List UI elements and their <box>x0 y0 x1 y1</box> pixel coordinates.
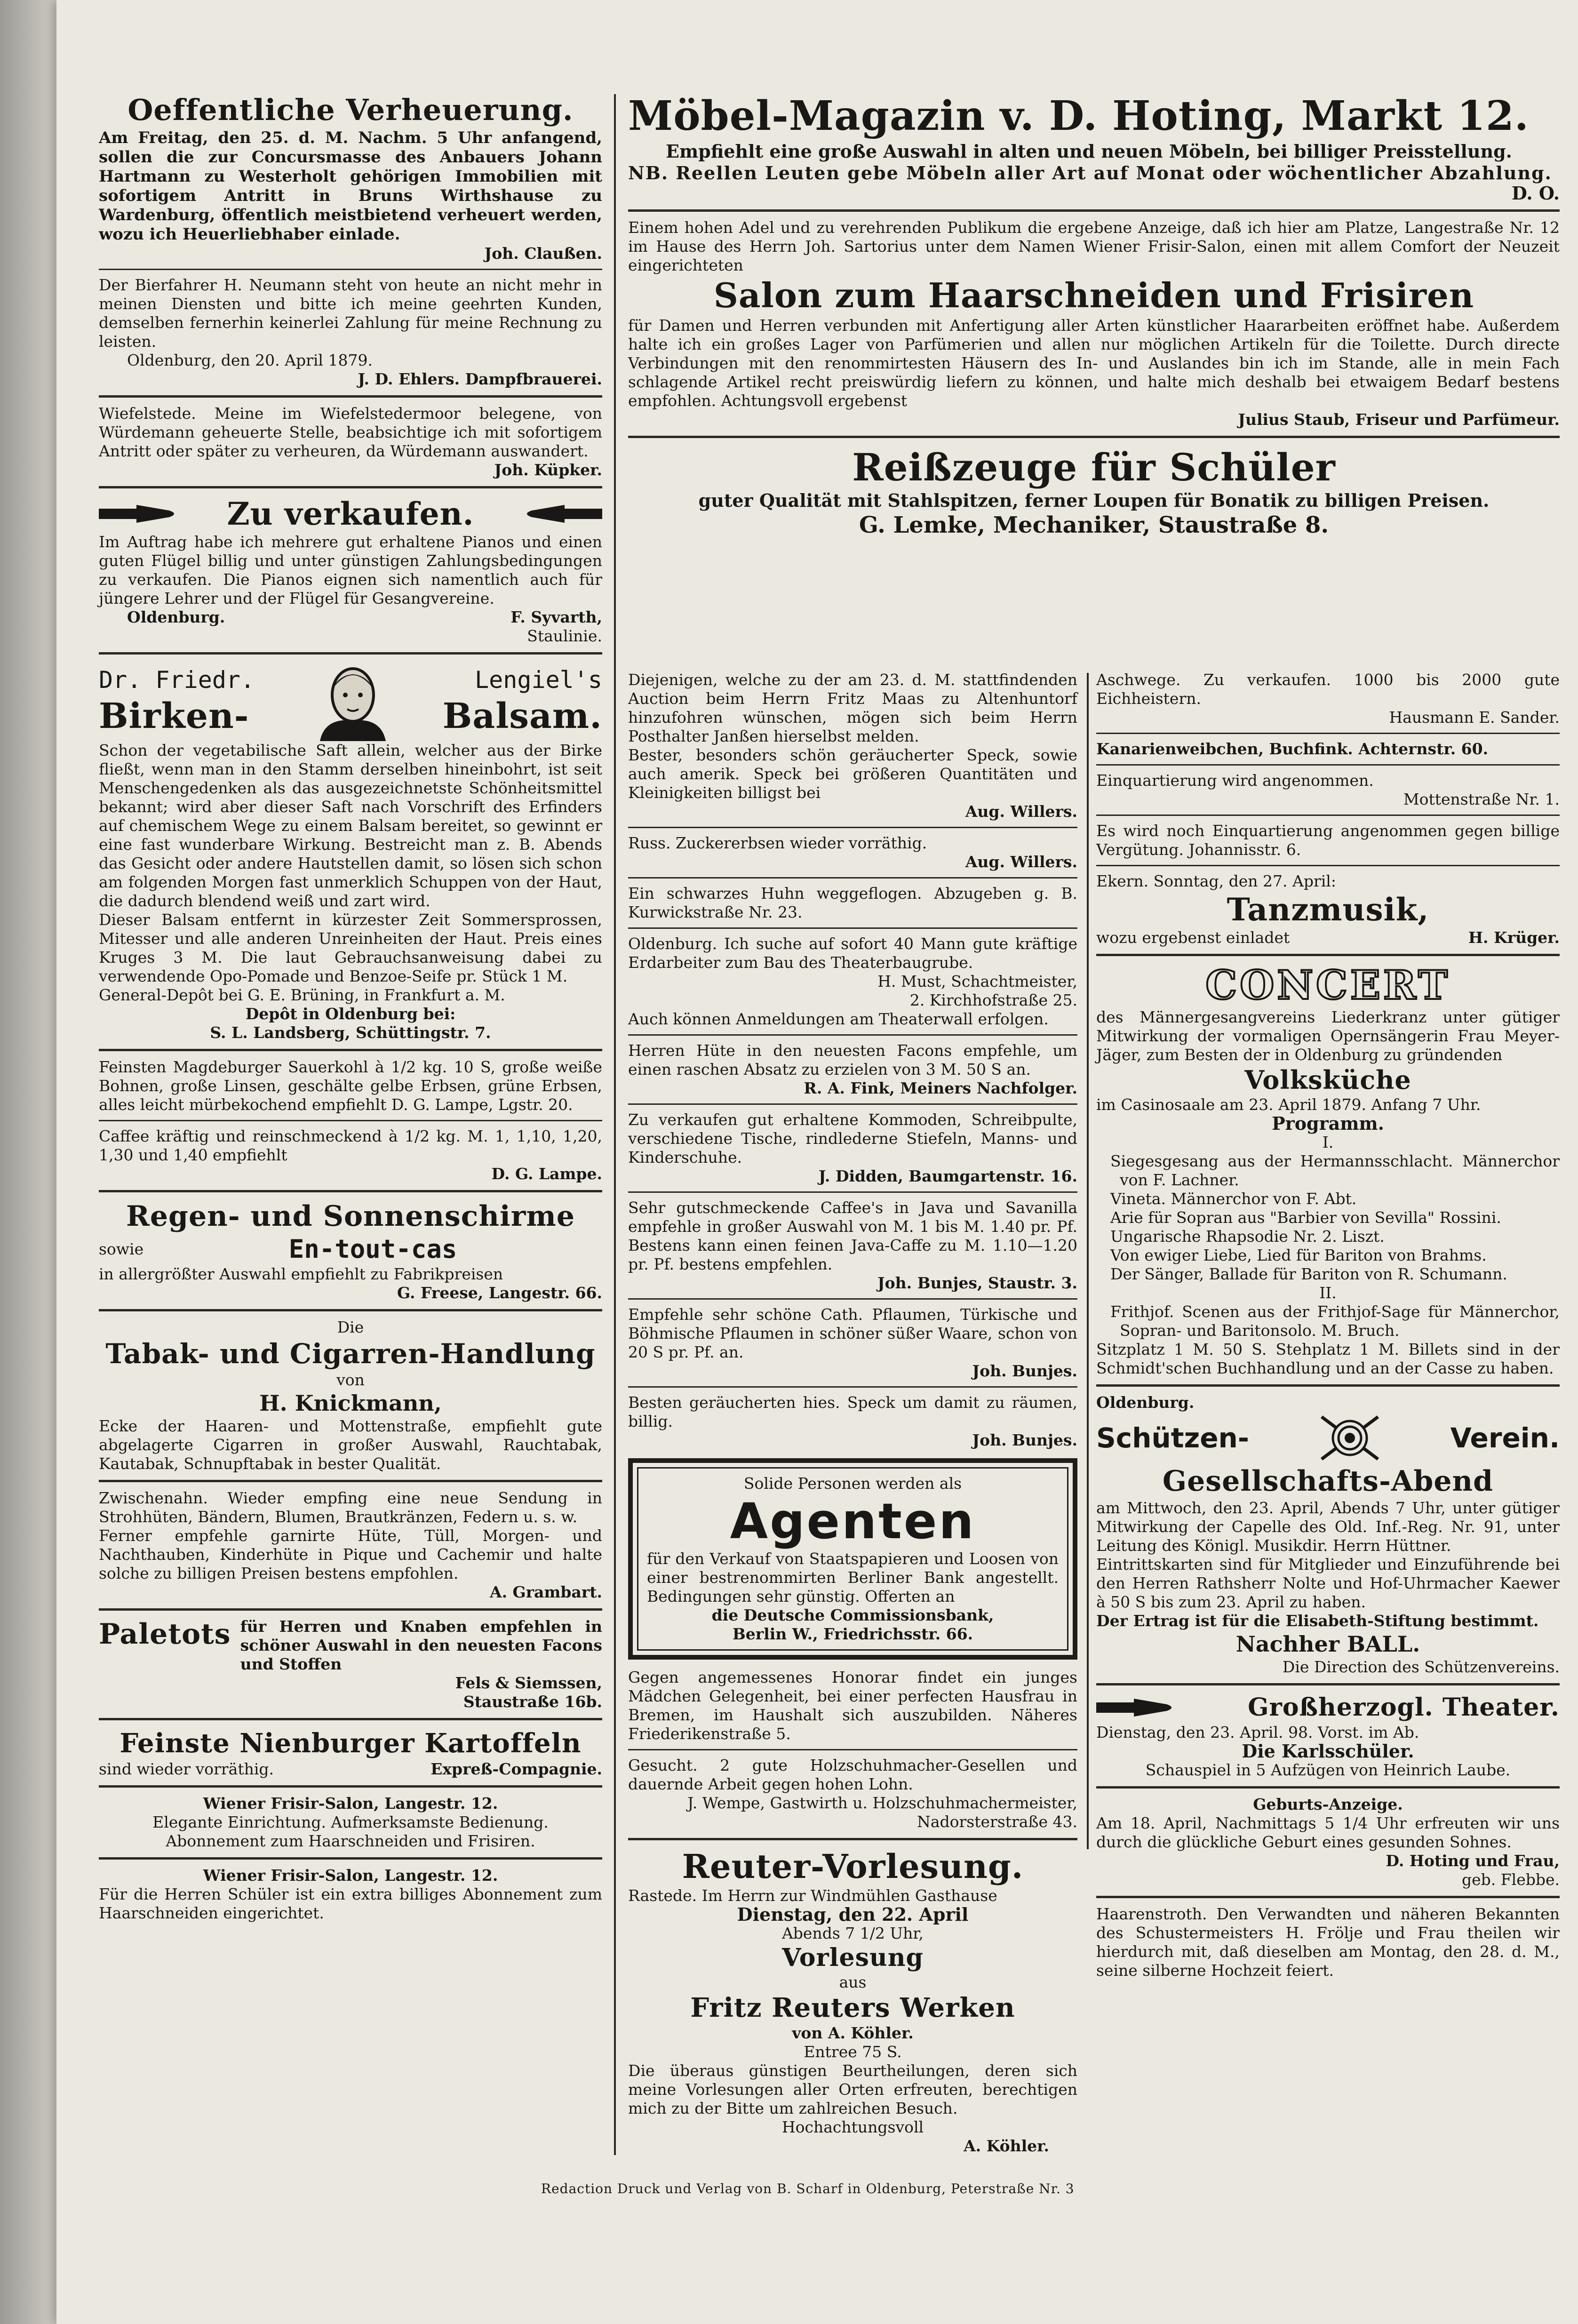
divider <box>99 1608 602 1611</box>
column-rule <box>614 94 616 2155</box>
pointing-hand-right-icon <box>99 503 179 525</box>
ad-subtitle: En-tout-cas <box>288 1234 457 1264</box>
ad-aus: aus <box>839 1973 867 1991</box>
divider <box>99 486 602 488</box>
ad-signature: J. D. Ehlers. Dampfbrauerei. <box>358 370 602 388</box>
ad-text: Schon der vegetabilische Saft allein, welcher aus der Birke fließt, wenn man in den Stamm derselben hineinbohrt, ist seit Menschengedenken als das ausgezeichnetste Schönheitsmittel bekannt; wird aber dieser Saft nach Vorschrift des Erfinders auf chemischem Wege zu einem Balsam bereitet, so gewinnt er eine fast wunderbare Wirkung. Bestreicht man z. B. Abends das Gesicht oder andere Hautstellen damit, so lösen sich schon am folgenden Morgen fast unmerklich Schuppen von der Haut, die dadurch blendend weiß und zart wird. <box>99 741 602 910</box>
ad-text: Zwischenahn. Wieder empfing eine neue Sendung in Strohhüten, Bändern, Blumen, Brautkränzen, Federn u. s. w. <box>99 1489 602 1526</box>
ad-time: Abends 7 1/2 Uhr, <box>781 1924 924 1942</box>
ad-holzschuh <box>628 1756 1077 1831</box>
divider <box>1096 1786 1560 1789</box>
program-item: Vineta. Männerchor von F. Abt. <box>1110 1190 1357 1208</box>
ad-geburt <box>1096 1795 1560 1889</box>
ad-line: Solide Personen werden als <box>743 1474 962 1493</box>
imprint-footer: Redaction Druck und Verlag von B. Scharf in Oldenburg, Peterstraße Nr. 3 <box>541 2181 1075 2196</box>
column-rule <box>1087 673 1089 1849</box>
ad-title-left: Birken- <box>99 696 249 736</box>
ad-text: Auch können Anmeldungen am Theaterwall erfolgen. <box>628 1010 1049 1028</box>
divider <box>1096 865 1560 866</box>
ad-text: Der Ertrag ist für die Elisabeth-Stiftung bestimmt. <box>1096 1612 1539 1630</box>
ad-text: am Mittwoch, den 23. April, Abends 7 Uhr, unter gütiger Mitwirkung der Capelle des Old. Inf.-Reg. Nr. 91, unter Leitung des Königl. Musikdir. Herrn Hüttner. <box>1096 1499 1560 1555</box>
divider <box>1096 815 1560 816</box>
divider <box>1096 1683 1560 1685</box>
woman-portrait-icon <box>311 661 395 741</box>
ad-kartoffeln <box>99 1727 602 1779</box>
divider <box>99 1785 602 1788</box>
ad-address: 2. Kirchhofstraße 25. <box>909 991 1077 1009</box>
ad-signature-line2: Staulinie. <box>527 627 602 645</box>
ad-signature: Joh. Küpker. <box>494 461 602 479</box>
ad-erdarbeiter <box>628 934 1077 1029</box>
ad-text: General-Depôt bei G. E. Brüning, in Frankfurt a. M. <box>99 986 505 1004</box>
ad-text: Gegen angemessenes Honorar findet ein junges Mädchen Gelegenheit, bei einer perfecten Hausfrau in Bremen, im Haushalt sich auszubilden. Näheres Friederikenstraße 5. <box>628 1668 1077 1743</box>
ad-nb: NB. Reellen Leuten gebe Möbeln aller Art auf Monat oder wöchentlicher Abzahlung. <box>628 162 1552 184</box>
divider <box>99 1309 602 1311</box>
column-right <box>1096 671 1560 1983</box>
ad-title: Geburts-Anzeige. <box>1253 1795 1403 1813</box>
ad-title: Großherzogl. Theater. <box>1248 1693 1560 1722</box>
divider <box>99 1857 602 1860</box>
ad-title: Salon zum Haarschneiden und Frisiren <box>713 275 1474 315</box>
program-item: Von ewiger Liebe, Lied für Bariton von Brahms. <box>1110 1246 1487 1264</box>
divider <box>1096 733 1560 734</box>
ad-speck <box>628 1393 1077 1450</box>
ad-schirme <box>99 1199 602 1302</box>
ad-title: Möbel-Magazin v. D. Hoting, Markt 12. <box>628 92 1529 140</box>
divider <box>99 269 602 270</box>
ad-werke: Fritz Reuters Werken <box>690 1992 1015 2023</box>
divider <box>628 436 1560 438</box>
ad-text: des Männergesangvereins Liederkranz unter gütiger Mitwirkung der vormaligen Opernsängerin Frau Meyer-Jäger, zum Besten der in Oldenburg zu gründenden <box>1096 1008 1560 1064</box>
ad-signature: J. Wempe, Gastwirth u. Holzschuhmachermeister, <box>687 1794 1077 1812</box>
ad-signature: R. A. Fink, Meiners Nachfolger. <box>804 1079 1077 1097</box>
program-item: Siegesgesang aus der Hermannsschlacht. Männerchor von F. Lachner. <box>1110 1152 1560 1189</box>
ad-frisir-salon-1 <box>99 1794 602 1851</box>
ad-part: I. <box>1322 1133 1334 1151</box>
ad-line: Elegante Einrichtung. Aufmerksamste Bedienung. <box>152 1813 549 1831</box>
ad-signature: G. Freese, Langestr. 66. <box>397 1284 602 1302</box>
ad-die: Die <box>337 1318 364 1336</box>
ad-place: Oldenburg. <box>1096 1393 1195 1412</box>
ad-pflaumen <box>628 1305 1077 1381</box>
ad-title: Oeffentliche Verheuerung. <box>128 93 574 127</box>
program-list-1 <box>1096 1152 1560 1284</box>
ad-vorlesung: Vorlesung <box>782 1943 924 1972</box>
ad-text: Besten geräucherten hies. Speck um damit zu räumen, billig. <box>628 1393 1077 1430</box>
ad-part: II. <box>1319 1284 1337 1302</box>
ad-text: Der Bierfahrer H. Neumann steht von heute an nicht mehr in meinen Diensten und bitte ich meine geehrten Kunden, demselben fernerhin keinerlei Zahlung für meine Rechnung zu leisten. <box>99 276 602 351</box>
ad-title: Tanzmusik, <box>1227 891 1429 928</box>
ad-signature: D. G. Lampe. <box>491 1165 602 1183</box>
divider <box>99 1190 602 1192</box>
ad-tanzmusik <box>1096 872 1560 947</box>
ad-caffees <box>628 1198 1077 1293</box>
ad-text: für Herren und Knaben empfehlen in schöner Auswahl in den neuesten Facons und Stoffen <box>240 1617 602 1673</box>
ad-text: Sehr gutschmeckende Caffee's in Java und Savanilla empfehle in großer Auswahl von M. 1 bis M. 1.40 pr. Pf. Bestens kann einen feinen Java-Caffe zu M. 1.10—1.20 pr. Pf. bestens empfehlen. <box>628 1198 1077 1273</box>
ad-signature: J. Didden, Baumgartenstr. 16. <box>818 1167 1077 1185</box>
ad-title-left: Schützen- <box>1096 1422 1249 1454</box>
ad-signature: Hausmann E. Sander. <box>1389 708 1560 727</box>
ad-title-right: Balsam. <box>442 696 602 736</box>
ad-title: Agenten <box>730 1493 976 1550</box>
ad-address: Mottenstraße Nr. 1. <box>1403 790 1560 808</box>
program-item: Der Sänger, Ballade für Bariton von R. Schumann. <box>1110 1265 1507 1283</box>
ad-line: Wiener Frisir-Salon, Langestr. 12. <box>203 1794 498 1813</box>
ad-address: Staustraße 16b. <box>463 1693 602 1711</box>
ad-intro: Einem hohen Adel und zu verehrenden Publikum die ergebene Anzeige, daß ich hier am Platze, Langestraße Nr. 12 im Hause des Herrn Joh. Sartorius unter dem Namen Wiener Frisir-Salon, einen mit allem Comfort der Neuzeit eingerichteten <box>628 218 1560 274</box>
ad-signature: Joh. Bunjes, Staustr. 3. <box>877 1274 1077 1292</box>
ad-salon-haarschneiden <box>628 218 1560 429</box>
ad-name-left: Dr. Friedr. <box>99 666 255 694</box>
ad-text: Feinsten Magdeburger Sauerkohl à 1/2 kg. 10 S, große weiße Bohnen, große Linsen, geschälte gelbe Erbsen, grüne Erbsen, alles leicht mürbekochend empfiehlt D. G. Lampe, Lgstr. 20. <box>99 1058 602 1114</box>
ad-hochzeit <box>1096 1905 1560 1980</box>
ad-signature: G. Lemke, Mechaniker, Staustraße 8. <box>859 512 1329 538</box>
divider <box>99 395 602 398</box>
ad-text: Es wird noch Einquartierung angenommen gegen billige Vergütung. Johannisstr. 6. <box>1096 822 1560 859</box>
ad-sauerkohl <box>99 1058 602 1114</box>
ad-neumann <box>99 276 602 389</box>
ad-text: Dienstag, den 23. April. 98. Vorst. im Ab. <box>1096 1723 1419 1741</box>
ad-text: Caffee kräftig und reinschmeckend à 1/2 kg. M. 1, 1,10, 1,20, 1,30 und 1,40 empfiehlt <box>99 1127 602 1164</box>
divider <box>1096 1384 1560 1387</box>
divider <box>628 1386 1077 1388</box>
ad-play: Die Karlsschüler. <box>1242 1741 1414 1762</box>
ad-entree: Entree 75 S. <box>804 2043 902 2061</box>
ad-huhn <box>628 884 1077 922</box>
ad-place-date: Oldenburg, den 20. April 1879. <box>127 351 373 369</box>
ad-title: Reuter-Vorlesung. <box>682 1847 1024 1886</box>
program-item: Frithjof. Scenen aus der Frithjof-Sage für Männerchor, Sopran- und Baritonsolo. M. Bruch. <box>1110 1302 1560 1340</box>
ad-caffee <box>99 1127 602 1183</box>
ad-kommoden <box>628 1110 1077 1186</box>
ad-title: Paletots <box>99 1618 231 1651</box>
program-item: Arie für Sopran aus "Barbier von Sevilla" Rossini. <box>1110 1208 1501 1227</box>
ad-place: Rastede. Im Herrn zur Windmühlen Gasthause <box>628 1886 997 1905</box>
ad-tabak <box>99 1318 602 1473</box>
ad-text: Ferner empfehle garnirte Hüte, Tüll, Morgen- und Nachthauben, Kinderhüte in Pique und Cachemir und halte solche zu billigen Preisen bestens empfohlen. <box>99 1526 602 1582</box>
ad-verheuerung <box>99 92 602 263</box>
ad-line: Abonnement zum Haarschneiden und Frisiren. <box>166 1832 535 1850</box>
ad-signature-line2: geb. Flebbe. <box>1461 1870 1560 1889</box>
ad-sowie: sowie <box>99 1240 144 1258</box>
divider <box>628 1749 1077 1750</box>
ad-text: Oldenburg. Ich suche auf sofort 40 Mann gute kräftige Erdarbeiter zum Bau des Theaterbaugrube. <box>628 934 1077 972</box>
ad-text: Zu verkaufen gut erhaltene Kommoden, Schreibpulte, verschiedene Tische, rindlederne Stiefeln, Manns- und Kinderschuhe. <box>628 1110 1077 1166</box>
ad-einquartierung-2 <box>1096 822 1560 859</box>
ad-text: Russ. Zuckererbsen wieder vorräthig. <box>628 834 927 852</box>
ad-schuetzen-verein <box>1096 1393 1560 1677</box>
ad-signature: A. Köhler. <box>964 2137 1049 2155</box>
ad-text: Diejenigen, welche zu der am 23. d. M. stattfindenden Auction beim Herrn Fritz Maas zu Altenhuntorf hinzufohren wünschen, mögen sich beim Herrn Posthalter Janßen hierselbst melden. <box>628 671 1077 745</box>
ad-text: Gesucht. 2 gute Holzschuhmacher-Gesellen und dauernde Arbeit gegen hohen Lohn. <box>628 1756 1077 1793</box>
divider <box>1096 764 1560 766</box>
ad-reisszeuge <box>628 445 1560 539</box>
ad-sub: wozu ergebenst einladet <box>1096 928 1290 947</box>
ad-depot-title: Depôt in Oldenburg bei: <box>245 1005 456 1023</box>
divider <box>628 877 1077 878</box>
pointing-hand-right-icon <box>1096 1697 1176 1718</box>
ad-text: Am Freitag, den 25. d. M. Nachm. 5 Uhr anfangend, sollen die zur Concursmasse des Anbauers Johann Hartmann zu Westerholt gehörigen Immobilien mit sofortigem Antritt in Bruns Wirthshause zu Wardenburg, öffentlich meistbietend verheuert werden, wozu ich Heuerliebhaber einlade. <box>99 128 602 244</box>
ad-text: sind wieder vorräthig. <box>99 1760 274 1778</box>
ad-concert <box>1096 963 1560 1378</box>
ad-title-right: Verein. <box>1450 1422 1560 1454</box>
ad-herren-huete <box>628 1041 1077 1098</box>
ad-text: Am 18. April, Nachmittags 5 1/4 Uhr erfreuten wir uns durch die glückliche Geburt eines gesunden Sohnes. <box>1096 1814 1560 1851</box>
ad-title: Regen- und Sonnenschirme <box>126 1200 575 1233</box>
ad-wiefelstede <box>99 404 602 479</box>
divider <box>628 1191 1077 1193</box>
ad-agenten <box>628 1458 1077 1660</box>
divider <box>628 1103 1077 1105</box>
ad-text: Ecke der Haaren- und Mottenstraße, empfiehlt gute abgelagerte Cigarren in großer Auswahl, Rauchtabak, Kautabak, Schnupftabak in bester Qualität. <box>99 1417 602 1473</box>
ad-zwischenahn <box>99 1489 602 1602</box>
ad-title: Zu verkaufen. <box>227 495 474 532</box>
ad-subtitle: Gesellschafts-Abend <box>1162 1465 1494 1498</box>
column-right-top <box>628 92 1560 542</box>
page-edge <box>0 0 56 2324</box>
divider <box>628 1838 1077 1840</box>
ad-place: im Casinosaale am 23. April 1879. Anfang 7 Uhr. <box>1096 1095 1481 1114</box>
ad-text: für Damen und Herren verbunden mit Anfertigung aller Arten künstlicher Haararbeiten eröffnet habe. Außerdem halte ich ein großes Lager von Parfümerien und allen nur möglichen Artikeln für die Toilette. Durch directe Verbindungen mit den renommirtesten Häusern des In- und Auslandes bin ich im Stande, alle in mein Fach schlagende Artikel recht preiswürdig liefern zu können, und halte mich deshalb bei etwaigem Bedarf bestens empfohlen. Achtungsvoll ergebenst <box>628 316 1560 410</box>
ad-signature: A. Grambart. <box>489 1583 602 1601</box>
ad-signature: Aug. Willers. <box>965 802 1077 821</box>
program-item: Ungarische Rhapsodie Nr. 2. Liszt. <box>1110 1227 1385 1246</box>
divider <box>99 1718 602 1720</box>
ad-kanarien <box>1096 740 1560 759</box>
divider <box>99 1120 602 1121</box>
ad-text: Empfiehlt eine große Auswahl in alten und neuen Möbeln, bei billiger Preisstellung. <box>666 141 1512 162</box>
ad-signature: Aug. Willers. <box>965 853 1077 871</box>
ad-text: Eintrittskarten sind für Mitglieder und Einzuführende bei den Herren Rathsherr Nolte und Hof-Uhrmacher Kaewer à 50 S bis zum 23. April zu haben. <box>1096 1555 1560 1611</box>
ad-signature: Fels & Siemssen, <box>455 1674 602 1692</box>
ad-text: Wiefelstede. Meine im Wiefelstedermoor belegene, von Würdemann geheuerte Stelle, beabsichtige ich mit sofortigem Antritt oder später zu verheuren, da Würdemann auswandert. <box>99 404 602 460</box>
ad-von: von A. Köhler. <box>792 2024 914 2042</box>
ad-maedchen <box>628 1668 1077 1743</box>
ad-signature: Joh. Bunjes. <box>972 1431 1077 1449</box>
ad-depot-name: S. L. Landsberg, Schüttingstr. 7. <box>210 1023 491 1042</box>
divider <box>1096 954 1560 956</box>
divider <box>628 209 1560 212</box>
ad-title: Tabak- und Cigarren-Handlung <box>105 1338 596 1370</box>
ad-nachher: Nachher BALL. <box>1235 1631 1420 1657</box>
divider <box>628 827 1077 828</box>
ad-name: H. Knickmann, <box>259 1390 442 1416</box>
ad-place: Oldenburg. <box>127 608 225 626</box>
ad-text: für den Verkauf von Staatspapieren und Loosen von einer bestrenommirten Berliner Bank angestellt. Bedingungen sehr günstig. Offerten an <box>647 1549 1059 1605</box>
ad-text: Kanarienweibchen, Buchfink. Achternstr. 60. <box>1096 740 1489 758</box>
ad-text: in allergrößter Auswahl empfiehlt zu Fabrikpreisen <box>99 1265 503 1283</box>
ad-zuckererbsen <box>628 834 1077 871</box>
ad-zu-verkaufen <box>99 495 602 646</box>
divider <box>99 652 602 655</box>
ad-city: Berlin W., Friedrichsstr. 66. <box>732 1625 973 1643</box>
ad-signature: Die Direction des Schützenvereins. <box>1282 1658 1560 1676</box>
ad-name-right: Lengiel's <box>475 666 602 694</box>
ad-prices: Sitzplatz 1 M. 50 S. Stehplatz 1 M. Billets sind in der Schmidt'schen Buchhandlung und an der Casse zu haben. <box>1096 1340 1560 1377</box>
divider <box>628 927 1077 929</box>
ad-aschwege <box>1096 671 1560 727</box>
ad-einquartierung-1 <box>1096 771 1560 809</box>
ad-title: Feinste Nienburger Kartoffeln <box>120 1728 582 1759</box>
ad-line: Wiener Frisir-Salon, Langestr. 12. <box>203 1866 498 1885</box>
divider <box>628 1298 1077 1300</box>
ad-bank: die Deutsche Commissionsbank, <box>711 1606 994 1624</box>
divider <box>628 1034 1077 1036</box>
ad-reuter-vorlesung <box>628 1847 1077 2156</box>
ad-date: Dienstag, den 22. April <box>737 1904 969 1925</box>
ad-signature: Joh. Bunjes. <box>972 1362 1077 1380</box>
divider <box>99 1480 602 1482</box>
ad-birken-balsam <box>99 661 602 1042</box>
ad-title: Reißzeuge für Schüler <box>852 445 1336 489</box>
divider <box>1096 1896 1560 1898</box>
ad-text: Im Auftrag habe ich mehrere gut erhaltene Pianos und einen guten Flügel billig und unter günstigen Zahlungsbedingungen zu verkaufen. Die Pianos eignen sich namentlich auch für jüngere Lehrer und der Flügel für Gesangvereine. <box>99 533 602 607</box>
ad-title: CONCERT <box>1205 962 1450 1008</box>
ad-paletots <box>99 1617 602 1711</box>
ad-signature: Expreß-Compagnie. <box>430 1760 602 1778</box>
ad-text: Ein schwarzes Huhn weggeflogen. Abzugeben g. B. Kurwickstraße Nr. 23. <box>628 884 1077 921</box>
ad-text: Dieser Balsam entfernt in kürzester Zeit Sommersprossen, Mitesser und alle anderen Unreinheiten der Haut. Preis eines Kruges 3 M. Die laut Gebrauchsanweisung dabei zu verwendende Opo-Pomade und Benzoe-Seife pr. Stück 1 M. <box>99 910 602 985</box>
ad-von: von <box>336 1371 365 1389</box>
ad-signature: F. Syvarth, <box>510 608 602 626</box>
ad-theater <box>1096 1692 1560 1780</box>
ad-text: Haarenstroth. Den Verwandten und näheren Bekannten des Schustermeisters H. Frölje und Frau theilen wir hierdurch mit, daß dieselben am Montag, den 28. d. M., seine silberne Hochzeit feiert. <box>1096 1905 1560 1980</box>
divider <box>99 1049 602 1051</box>
ad-frisir-salon-2 <box>99 1866 602 1923</box>
ad-hochachtungsvoll: Hochachtungsvoll <box>781 2118 924 2136</box>
ad-text: Die überaus günstigen Beurtheilungen, deren sich meine Vorlesungen aller Orten erfreuten, berechtigen mich zu der Bitte um zahlreichen Besuch. <box>628 2061 1077 2117</box>
ad-text: Einquartierung wird angenommen. <box>1096 771 1374 790</box>
ad-signature: Julius Staub, Friseur und Parfümeur. <box>1238 410 1560 429</box>
ad-signature: D. O. <box>1511 183 1560 204</box>
ad-volkskueche: Volksküche <box>1244 1065 1411 1095</box>
ad-signature: D. Hoting und Frau, <box>1386 1852 1560 1870</box>
ad-auction <box>628 671 1077 821</box>
column-middle <box>628 671 1077 2158</box>
target-crossed-rifles-icon <box>1317 1412 1383 1464</box>
ad-programm: Programm. <box>1272 1113 1384 1134</box>
ad-text: Ekern. Sonntag, den 27. April: <box>1096 872 1336 890</box>
pointing-hand-left-icon <box>522 503 602 525</box>
ad-signature: H. Krüger. <box>1468 928 1560 947</box>
ad-signature: Joh. Claußen. <box>484 244 602 263</box>
ad-text: Empfehle sehr schöne Cath. Pflaumen, Türkische und Böhmische Pflaumen in schöner süßer Waare, schon von 20 S pr. Pf. an. <box>628 1305 1077 1361</box>
ad-text: Herren Hüte in den neuesten Facons empfehle, um einen raschen Absatz zu erzielen von 3 M. 50 S an. <box>628 1041 1077 1078</box>
ad-signature: H. Must, Schachtmeister, <box>877 972 1077 990</box>
ad-text: Bester, besonders schön geräucherter Speck, sowie auch amerik. Speck bei größeren Quantitäten und Kleinigkeiten billigst bei <box>628 746 1077 802</box>
ad-address: Nadorsterstraße 43. <box>917 1813 1077 1831</box>
ad-line: Für die Herren Schüler ist ein extra billiges Abonnement zum Haarschneiden eingerichtet. <box>99 1885 602 1922</box>
ad-sub: Schauspiel in 5 Aufzügen von Heinrich Laube. <box>1145 1761 1511 1779</box>
column-left <box>99 92 602 1925</box>
ad-text: Aschwege. Zu verkaufen. 1000 bis 2000 gute Eichheistern. <box>1096 671 1560 708</box>
ad-text: guter Qualität mit Stahlspitzen, ferner Loupen für Bonatik zu billigen Preisen. <box>698 490 1490 511</box>
ad-moebel-magazin <box>628 92 1560 203</box>
